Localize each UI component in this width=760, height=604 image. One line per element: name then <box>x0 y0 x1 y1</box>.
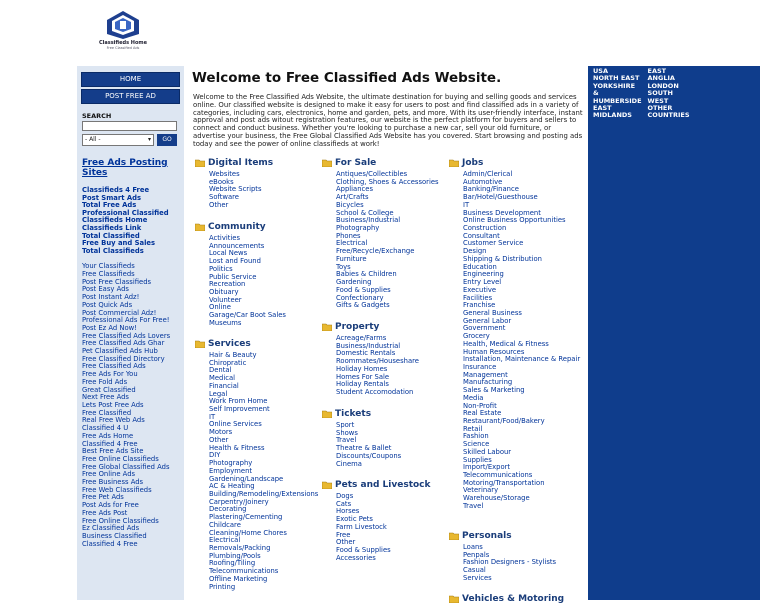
category-item-link[interactable]: Holiday Homes <box>336 364 388 373</box>
category-item-link[interactable]: Retail <box>463 424 483 433</box>
category-item-link[interactable]: Financial <box>209 381 239 390</box>
category-item-link[interactable]: IT <box>463 200 470 209</box>
category-item-link[interactable]: Bar/Hotel/Guesthouse <box>463 193 538 202</box>
site-link[interactable]: Free Classified Ads Ghar <box>82 339 165 348</box>
category-item-link[interactable]: Design <box>463 247 487 256</box>
category-title: Vehicles & Motoring <box>462 593 565 604</box>
category-item-link[interactable]: Photography <box>336 224 380 233</box>
category-item-link[interactable]: Chiropratic <box>209 358 247 367</box>
category-item-link[interactable]: Travel <box>463 501 484 510</box>
category-item-link[interactable]: Gifts & Gadgets <box>336 301 390 310</box>
folder-icon <box>195 159 205 167</box>
category-title: Pets and Livestock <box>335 479 431 490</box>
category-heading[interactable] <box>322 408 401 419</box>
category-item-link[interactable]: Travel <box>336 436 357 445</box>
category-item-link[interactable]: Hair & Beauty <box>209 351 257 359</box>
category-item-link[interactable]: Discounts/Coupons <box>336 451 402 460</box>
category-item-link[interactable]: Homes For Sale <box>336 372 390 381</box>
category-property <box>322 321 419 397</box>
site-link[interactable]: Great Classified <box>82 385 136 394</box>
category-item-link[interactable]: Casual <box>463 566 486 575</box>
category-item-link[interactable]: Grocery <box>463 332 490 341</box>
search-label: SEARCH <box>82 112 112 120</box>
category-item-link[interactable]: Legal <box>209 389 228 398</box>
category-items <box>336 422 401 468</box>
category-item-link[interactable]: Business/Industrial <box>336 341 401 350</box>
logo-subtitle: Free Classified Ads <box>106 46 140 50</box>
site-link[interactable]: Classified 4 Free <box>82 539 138 548</box>
site-link[interactable]: Real Free Web Ads <box>82 416 145 425</box>
category-item-link[interactable]: Building/Remodeling/Extensions <box>209 489 319 498</box>
category-item-link[interactable]: Food & Supplies <box>336 285 391 294</box>
category-items <box>209 171 273 210</box>
category-item-link[interactable]: Installation, Maintenance & Repair <box>463 355 581 364</box>
category-pets-livestock <box>322 479 431 562</box>
site-link[interactable]: Classifieds Home <box>82 216 148 225</box>
site-link[interactable]: Lets Post Free Ads <box>82 401 144 409</box>
category-item-link[interactable]: Student Accomodation <box>336 388 414 397</box>
category-item-link[interactable]: Farm Livestock <box>336 522 387 531</box>
category-items <box>336 335 419 397</box>
category-item-link[interactable]: Other <box>336 538 356 547</box>
category-heading[interactable] <box>322 479 431 490</box>
category-item-link[interactable]: Appliances <box>336 185 373 194</box>
category-item-link[interactable]: DIY <box>209 451 221 460</box>
category-item-link[interactable]: Roofing/Tiling <box>209 559 256 568</box>
category-item-link[interactable]: Decorating <box>209 505 247 514</box>
site-link[interactable]: Post Smart Ads <box>82 193 142 202</box>
region-link[interactable]: EAST <box>593 104 612 113</box>
logo-title: Classifieds Home <box>98 40 148 46</box>
category-item-link[interactable]: Art/Crafts <box>336 193 369 202</box>
category-item-link[interactable]: Photography <box>209 459 253 468</box>
category-item-link[interactable]: Telecommunications <box>209 567 279 576</box>
category-item-link[interactable]: Fashion <box>463 432 489 441</box>
category-item-link[interactable]: Electrical <box>209 536 241 545</box>
category-items <box>463 171 580 511</box>
region-link[interactable]: HUMBERSIDE <box>593 96 642 105</box>
category-item-link[interactable]: Consultant <box>463 231 500 240</box>
category-item-link[interactable]: Restaurant/Food/Bakery <box>463 417 545 425</box>
category-item-link[interactable]: Roommates/Houseshare <box>336 357 419 366</box>
category-item-link[interactable]: Business/Industrial <box>336 216 401 225</box>
category-item-link[interactable]: Sales & Marketing <box>463 386 525 395</box>
category-items <box>463 544 556 583</box>
site-link[interactable]: Free Online Classifieds <box>82 516 159 525</box>
category-item-link[interactable]: Work From Home <box>209 397 268 406</box>
site-link[interactable]: Free Classified Ads Lovers <box>82 331 171 340</box>
site-link[interactable]: Best Free Ads Site <box>82 447 144 456</box>
category-item-link[interactable]: Non-Profit <box>463 401 497 410</box>
category-item-link[interactable]: Furniture <box>336 254 367 263</box>
category-title: Jobs <box>462 157 484 168</box>
category-item-link[interactable]: Science <box>463 440 490 449</box>
site-link[interactable]: Professional Classified <box>82 208 169 217</box>
region-link[interactable]: COUNTRIES <box>647 111 690 120</box>
category-item-link[interactable]: Manufacturing <box>463 378 513 387</box>
region-link[interactable]: EAST <box>647 67 667 75</box>
category-item-link[interactable]: Babies & Children <box>336 270 397 279</box>
category-item-link[interactable]: Banking/Finance <box>463 185 519 194</box>
category-item-link[interactable]: Plastering/Cementing <box>209 513 283 522</box>
category-item-link[interactable]: Admin/Clerical <box>463 170 513 178</box>
category-item-link[interactable]: Real Estate <box>463 409 502 418</box>
site-link[interactable]: Post Easy Ads <box>82 285 129 294</box>
region-link[interactable]: ANGLIA <box>647 74 675 83</box>
category-item-link[interactable]: Food & Supplies <box>336 546 391 555</box>
site-link[interactable]: Classified 4 U <box>82 424 129 433</box>
post-free-ad-button[interactable]: POST FREE AD <box>81 89 180 104</box>
category-item-link[interactable]: Gardening/Landscape <box>209 474 284 483</box>
category-item-link[interactable]: School & College <box>336 208 394 217</box>
category-heading[interactable] <box>195 338 318 349</box>
category-item-link[interactable]: Confectionary <box>336 293 384 302</box>
site-link[interactable]: Free Buy and Sales <box>82 239 156 248</box>
category-item-link[interactable]: Cinema <box>336 459 362 468</box>
category-item-link[interactable]: Shows <box>336 428 358 437</box>
category-item-link[interactable]: Accessories <box>336 553 376 562</box>
site-link[interactable]: Free Online Classifieds <box>82 454 159 463</box>
category-item-link[interactable]: Toys <box>336 262 351 271</box>
category-title: Services <box>208 338 251 349</box>
category-item-link[interactable]: Printing <box>209 582 236 591</box>
category-personals <box>449 530 556 583</box>
category-item-link[interactable]: Online <box>209 303 231 312</box>
category-item-link[interactable]: Education <box>463 262 497 271</box>
site-link[interactable]: Free Business Ads <box>82 478 144 487</box>
category-item-link[interactable]: Fashion Designers - Stylists <box>463 558 557 567</box>
category-services <box>195 338 318 591</box>
category-item-link[interactable]: General Business <box>463 308 522 317</box>
category-item-link[interactable]: Dental <box>209 366 232 375</box>
category-item-link[interactable]: Shipping & Distribution <box>463 254 542 263</box>
category-item-link[interactable]: General Labor <box>463 316 512 325</box>
category-item-link[interactable]: Telecommunications <box>463 471 533 480</box>
category-item-link[interactable]: Free/Recycle/Exchange <box>336 247 415 256</box>
site-link[interactable]: Classifieds 4 Free <box>82 186 150 194</box>
category-item-link[interactable]: Franchise <box>463 301 496 310</box>
site-link[interactable]: Free Ads Home <box>82 431 134 440</box>
folder-icon <box>195 223 205 231</box>
category-item-link[interactable]: Free <box>336 530 351 539</box>
category-item-link[interactable]: Import/Export <box>463 463 511 472</box>
site-link[interactable]: Post Quick Ads <box>82 300 133 309</box>
site-link[interactable]: Free Global Classified Ads <box>82 462 170 471</box>
site-link[interactable]: Free Ads Post <box>82 508 128 517</box>
site-link[interactable]: Free Online Ads <box>82 470 136 479</box>
site-logo[interactable] <box>92 10 154 62</box>
site-link[interactable]: Free Web Classifieds <box>82 485 152 494</box>
sites-title[interactable]: Free Ads Posting Sites <box>82 158 168 178</box>
main-content <box>192 66 585 149</box>
category-item-link[interactable]: Bicycles <box>336 200 364 209</box>
category-item-link[interactable]: Penpals <box>463 550 490 559</box>
site-link[interactable]: Total Classifieds <box>82 246 144 255</box>
category-heading[interactable] <box>449 530 556 541</box>
category-item-link[interactable]: IT <box>209 412 216 421</box>
category-item-link[interactable]: Plumbing/Pools <box>209 551 261 560</box>
region-link[interactable]: SOUTH <box>647 89 673 98</box>
site-link[interactable]: Free Classified Ads <box>82 362 146 371</box>
region-link[interactable]: NORTH EAST <box>593 74 640 83</box>
site-link[interactable]: Professional Ads For Free! <box>82 316 170 325</box>
category-item-link[interactable]: Motoring/Transportation <box>463 478 545 487</box>
category-item-link[interactable]: Acreage/Farms <box>336 334 387 342</box>
category-select-value: - All - <box>85 136 101 143</box>
category-vehicles-motoring <box>449 593 564 604</box>
category-item-link[interactable]: Obituary <box>209 288 239 297</box>
category-item-link[interactable]: Executive <box>463 285 497 294</box>
category-items <box>336 493 431 562</box>
category-title: Property <box>335 321 380 332</box>
category-item-link[interactable]: Exotic Pets <box>336 515 373 524</box>
category-item-link[interactable]: Management <box>463 370 508 379</box>
category-heading[interactable] <box>449 593 564 604</box>
folder-icon <box>449 532 459 540</box>
featured-site-links <box>82 187 184 255</box>
site-link[interactable]: Ez Classified Ads <box>82 524 140 533</box>
left-sidebar <box>77 66 184 600</box>
category-item-link[interactable]: Media <box>463 393 484 402</box>
chevron-down-icon: ▾ <box>147 136 151 143</box>
category-item-link[interactable]: Websites <box>209 170 240 178</box>
category-heading[interactable] <box>322 321 419 332</box>
region-link[interactable]: WEST <box>647 96 669 105</box>
site-link[interactable]: Free Pet Ads <box>82 493 124 502</box>
category-for-sale <box>322 157 439 310</box>
site-link[interactable]: Free Classifieds <box>82 270 135 279</box>
category-item-link[interactable]: Local News <box>209 249 248 258</box>
regions-column-1 <box>593 68 642 120</box>
site-link[interactable]: Your Classifieds <box>82 262 135 271</box>
site-link[interactable]: Next Free Ads <box>82 393 129 402</box>
category-item-link[interactable]: Politics <box>209 264 233 273</box>
category-digital-items <box>195 157 273 210</box>
folder-icon <box>322 159 332 167</box>
category-item-link[interactable]: Skilled Labour <box>463 447 512 456</box>
category-item-link[interactable]: Online Business Opportunities <box>463 216 566 225</box>
category-item-link[interactable]: Cats <box>336 499 352 508</box>
go-button[interactable]: GO <box>157 134 177 146</box>
category-item-link[interactable]: Software <box>209 193 239 202</box>
category-item-link[interactable]: Sport <box>336 421 355 429</box>
category-item-link[interactable]: Health & Fitness <box>209 443 265 452</box>
regions-panel <box>588 66 760 600</box>
category-title: Personals <box>462 530 512 541</box>
site-link[interactable]: Post Instant Adz! <box>82 293 140 302</box>
site-link[interactable]: Post Ads for Free <box>82 501 139 510</box>
category-heading[interactable] <box>195 221 286 232</box>
category-item-link[interactable]: Employment <box>209 466 253 475</box>
site-link[interactable]: Pet Classified Ads Hub <box>82 347 158 356</box>
category-item-link[interactable]: Entry Level <box>463 278 502 287</box>
home-button[interactable]: HOME <box>81 72 180 87</box>
region-link[interactable]: MIDLANDS <box>593 111 632 120</box>
site-link[interactable]: Total Classified <box>82 231 140 240</box>
category-item-link[interactable]: Volunteer <box>209 295 242 304</box>
category-items <box>209 235 286 328</box>
category-item-link[interactable]: Phones <box>336 231 361 240</box>
site-link[interactable]: Post Ez Ad Now! <box>82 323 137 332</box>
site-link[interactable]: Total Free Ads <box>82 201 137 210</box>
category-item-link[interactable]: Cleaning/Home Chores <box>209 528 287 537</box>
category-item-link[interactable]: Self Improvement <box>209 405 270 414</box>
category-heading[interactable] <box>195 157 273 168</box>
category-item-link[interactable]: Customer Service <box>463 239 524 248</box>
category-item-link[interactable]: Carpentry/Joinery <box>209 497 269 506</box>
category-item-link[interactable]: Theatre & Ballet <box>336 444 392 453</box>
site-link[interactable]: Classifieds Link <box>82 223 142 232</box>
region-link[interactable]: OTHER <box>647 104 673 113</box>
category-item-link[interactable]: Facilities <box>463 293 493 302</box>
category-title: For Sale <box>335 157 377 168</box>
category-item-link[interactable]: Services <box>463 573 492 582</box>
category-item-link[interactable]: Medical <box>209 374 236 383</box>
category-item-link[interactable]: Activities <box>209 234 241 242</box>
category-community <box>195 221 286 328</box>
folder-icon <box>322 410 332 418</box>
category-title: Tickets <box>335 408 372 419</box>
category-heading[interactable] <box>322 157 439 168</box>
category-item-link[interactable]: Motors <box>209 428 233 437</box>
folder-icon <box>195 340 205 348</box>
category-title: Community <box>208 221 266 232</box>
category-item-link[interactable]: Engineering <box>463 270 504 279</box>
page-title: Welcome to Free Classified Ads Website. <box>192 70 502 86</box>
category-item-link[interactable]: Antiques/Collectibles <box>336 170 408 178</box>
category-item-link[interactable]: Other <box>209 200 229 209</box>
site-link[interactable]: Free Ads For You <box>82 370 138 379</box>
category-item-link[interactable]: Holiday Rentals <box>336 380 389 389</box>
site-link[interactable]: Classified 4 Free <box>82 439 138 448</box>
category-item-link[interactable]: Construction <box>463 224 507 233</box>
category-item-link[interactable]: eBooks <box>209 177 234 186</box>
category-item-link[interactable]: AC & Heating <box>209 482 255 491</box>
category-item-link[interactable]: Business Development <box>463 208 541 217</box>
site-link[interactable]: Post Free Classifieds <box>82 277 152 286</box>
folder-icon <box>322 481 332 489</box>
category-item-link[interactable]: Insurance <box>463 362 497 371</box>
category-tickets <box>322 408 401 468</box>
category-jobs <box>449 157 580 511</box>
logo-icon <box>105 10 141 40</box>
folder-icon <box>449 595 459 603</box>
category-item-link[interactable]: Museums <box>209 318 242 327</box>
category-item-link[interactable]: Gardening <box>336 278 372 287</box>
site-links <box>82 263 184 548</box>
category-item-link[interactable]: Online Services <box>209 420 262 429</box>
category-title: Digital Items <box>208 157 274 168</box>
region-link[interactable]: LONDON <box>647 81 679 90</box>
category-item-link[interactable]: Public Service <box>209 272 257 281</box>
site-link[interactable]: Free Fold Ads <box>82 377 128 386</box>
region-link[interactable]: & <box>593 89 599 98</box>
category-item-link[interactable]: Supplies <box>463 455 492 464</box>
category-item-link[interactable]: Human Resources <box>463 347 525 356</box>
category-item-link[interactable]: Veterinary <box>463 486 499 495</box>
category-item-link[interactable]: Health, Medical & Fitness <box>463 339 549 348</box>
region-link[interactable]: USA <box>593 67 608 75</box>
region-link[interactable]: YORKSHIRE <box>593 81 636 90</box>
folder-icon <box>322 323 332 331</box>
category-item-link[interactable]: Lost and Found <box>209 257 261 266</box>
search-controls <box>82 134 184 146</box>
category-item-link[interactable]: Electrical <box>336 239 368 248</box>
category-items <box>209 352 318 591</box>
category-item-link[interactable]: Clothing, Shoes & Accessories <box>336 177 439 186</box>
category-item-link[interactable]: Horses <box>336 507 360 516</box>
category-items <box>336 171 439 310</box>
regions-column-2 <box>648 68 690 120</box>
category-heading[interactable] <box>449 157 580 168</box>
site-link[interactable]: Post Commercial Adz! <box>82 308 157 317</box>
category-item-link[interactable]: Dogs <box>336 492 354 500</box>
category-item-link[interactable]: Warehouse/Storage <box>463 494 530 503</box>
category-item-link[interactable]: Garage/Car Boot Sales <box>209 311 286 320</box>
search-input[interactable] <box>82 121 177 131</box>
folder-icon <box>449 159 459 167</box>
site-link[interactable]: Business Classified <box>82 531 147 540</box>
category-item-link[interactable]: Offline Marketing <box>209 574 268 583</box>
category-item-link[interactable]: Website Scripts <box>209 185 262 194</box>
site-link[interactable]: Free Classified Directory <box>82 354 165 363</box>
category-item-link[interactable]: Loans <box>463 543 483 551</box>
category-item-link[interactable]: Automotive <box>463 177 503 186</box>
category-item-link[interactable]: Other <box>209 435 229 444</box>
site-link[interactable]: Free Classified <box>82 408 132 417</box>
welcome-paragraph: Welcome to the Free Classified Ads Website, the ultimate destination for buying and selling goods and services online. Our classified website is designed to make it easy for users to post and find classified ads in a variety of categories, including cars, electronics, home and garden, pets, and more. With its user-friendly interface, instant approval and post ads witout registration features, our website is the perfect platform for buyers and sellers to connect and conduct business. Whether you're looking to purchase a new car, sell your old furniture, or advertise your business, the Free Global Classified Ads Website has you covered. Start browsing and posting ads today and see the power of online classifieds at work! <box>193 93 583 148</box>
category-item-link[interactable]: Childcare <box>209 520 241 529</box>
category-item-link[interactable]: Announcements <box>209 241 265 250</box>
category-item-link[interactable]: Recreation <box>209 280 246 289</box>
category-item-link[interactable]: Removals/Packing <box>209 543 271 552</box>
category-item-link[interactable]: Domestic Rentals <box>336 349 396 358</box>
regions-list <box>588 66 760 120</box>
category-select[interactable] <box>82 134 154 146</box>
category-item-link[interactable]: Government <box>463 324 506 333</box>
